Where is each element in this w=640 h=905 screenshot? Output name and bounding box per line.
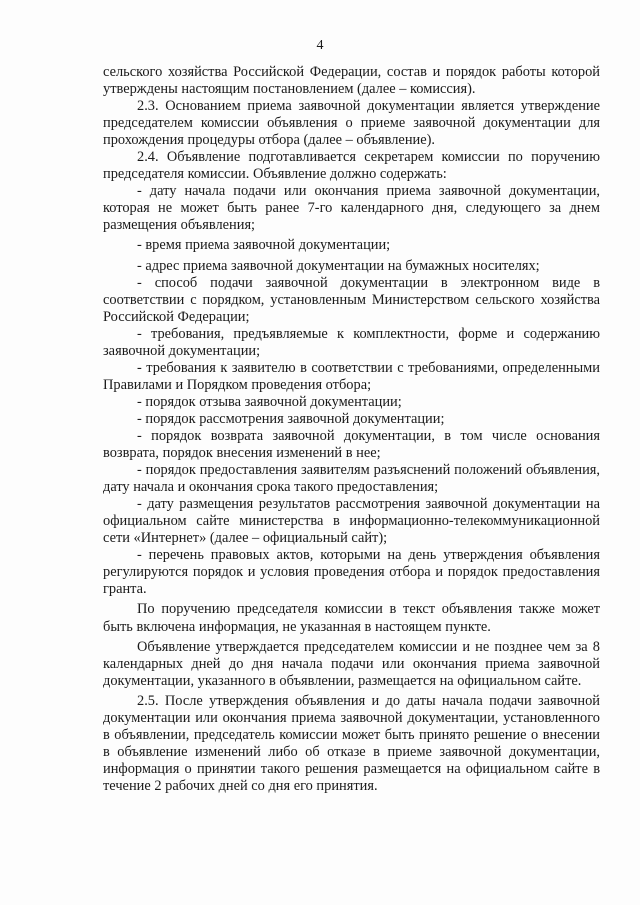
paragraph-1: сельского хозяйства Российской Федерации, состав и порядок работы которой утверждены настоящим постановлением (далее – комиссия). [103,64,600,98]
list-item-legal-acts: - перечень правовых актов, которыми на день утверждения объявления регулируются порядок и условия проведения отбора и порядок предоставления гранта. [103,547,600,598]
page-number: 4 [316,38,324,53]
list-item-start-date: - дату начала подачи или окончания приема заявочной документации, которая не может быть ранее 7-го календарного дня, следующего за днем размещения объявления; [103,183,600,234]
list-item-return: - порядок возврата заявочной документации, в том числе основания возврата, порядок внесения изменений в нее; [103,427,600,462]
list-item-address: - адрес приема заявочной документации на бумажных носителях; [137,257,540,274]
paragraph-2-4: 2.4. Объявление подготавливается секретарем комиссии по поручению председателя комиссии. Объявление должно содержать: [103,149,600,183]
list-item-requirements-documents: - требования, предъявляемые к комплектности, форме и содержанию заявочной документации; [103,325,600,359]
list-item-clarifications: - порядок предоставления заявителям разъяснений положений объявления, дату начала и окончания срока такого предоставления; [103,462,600,496]
paragraph-additional-info: По поручению председателя комиссии в текст объявления также может быть включена информация, не указанная в настоящем пункте. [103,601,600,635]
list-item-time: - время приема заявочной документации; [137,237,391,254]
document-body [103,64,600,795]
list-item-results-date: - дату размещения результатов рассмотрения заявочной документации на официальном сайте министерства в информационно-телекоммуникационной сети «Интернет» (далее – официальный сайт); [103,496,600,547]
list-item-electronic-submission: - способ подачи заявочной документации в электронном виде в соответствии с порядком, установленным Министерством сельского хозяйства Российской Федерации; [103,274,600,325]
paragraph-2-5: 2.5. После утверждения объявления и до даты начала подачи заявочной документации или окончания приема заявочной документации, установленного в объявлении, председатель комиссии может быть принято решение о внесении в объявление изменений либо об отказе в приеме заявочной документации, информация о принятии такого решения размещается на официальном сайте в течение 2 рабочих дней со дня его принятия. [103,692,600,794]
list-item-review: - порядок рассмотрения заявочной документации; [137,410,445,427]
paragraph-2-3: 2.3. Основанием приема заявочной документации является утверждение председателем комиссии объявления о приеме заявочной документации для прохождения процедуры отбора (далее – объявление). [103,98,600,149]
paragraph-approval: Объявление утверждается председателем комиссии и не позднее чем за 8 календарных дней до дня начала подачи или окончания приема заявочной документации, указанного в объявлении, размещается на официальном сайте. [103,638,600,689]
list-item-requirements-applicant: - требования к заявителю в соответствии с требованиями, определенными Правилами и Порядком проведения отбора; [103,359,600,393]
list-item-withdrawal: - порядок отзыва заявочной документации; [137,393,402,410]
